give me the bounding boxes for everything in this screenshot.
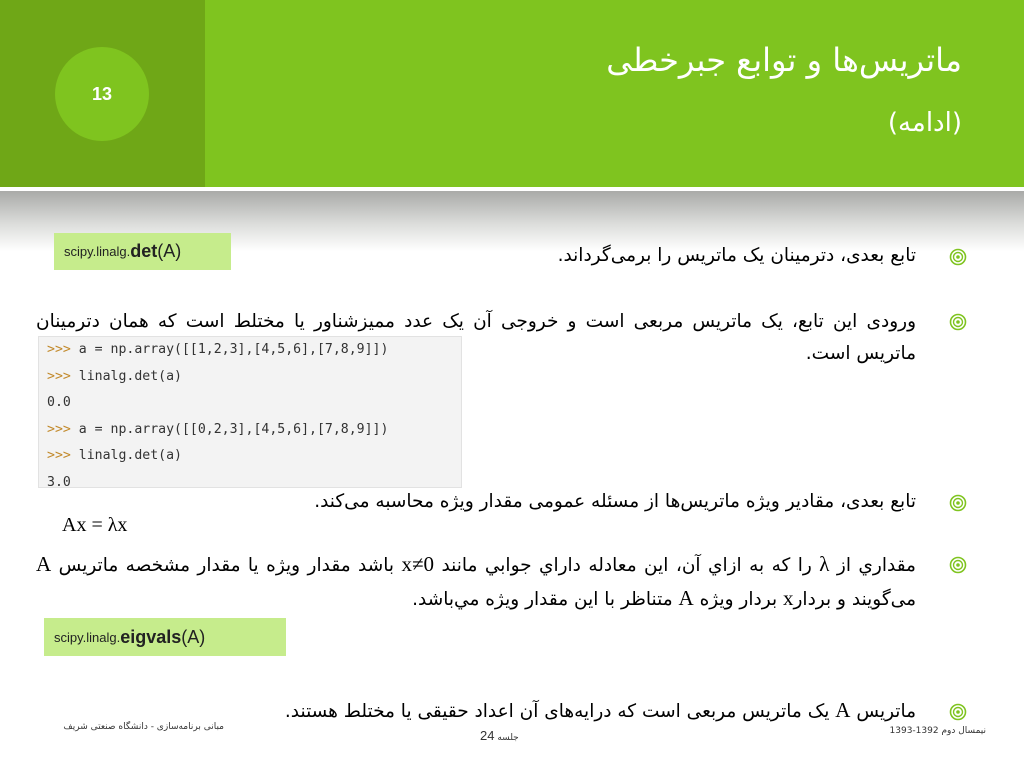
slide-number-badge <box>55 47 149 141</box>
code-line <box>47 337 461 364</box>
bullet-text-2: ورودی این تابع، یک ماتریس مربعی است و خروجی آن یک عدد ممیزشناور یا مختلط است که همان دترمینان ماتریس است. <box>36 311 916 364</box>
code-output: 3.0 <box>47 474 71 490</box>
code-block <box>38 336 462 488</box>
bullet-text-1: تابع بعدی، دترمینان یک ماتریس را برمی‌گرداند. <box>557 245 916 266</box>
code-line <box>47 390 461 417</box>
text-run: یک ماتریس مربعی است که درایه‌های آن اعداد حقیقی یا مختلط هستند. <box>284 701 830 722</box>
tag-func: eigvals <box>120 626 182 647</box>
code-output: 0.0 <box>47 395 71 410</box>
code-prompt: >>> <box>47 342 71 357</box>
matrix-a-symbol: A <box>36 552 52 576</box>
footer-session <box>480 728 519 743</box>
bullet-text-3: تابع بعدی، مقادیر ویژه ماتریس‌ها از مسئله عمومی مقدار ویژه محاسبه می‌کند. <box>314 491 916 512</box>
code-line <box>47 364 461 391</box>
matrix-a-symbol: A <box>678 586 694 610</box>
eigen-equation: Ax = λx <box>62 514 128 536</box>
tag-arg: (A) <box>181 626 206 647</box>
footer-semester <box>890 726 986 736</box>
text-run: باشد مقدار ویژه یا مقدار مشخصه ماتریس <box>58 555 395 576</box>
tag-arg: (A) <box>157 241 182 261</box>
session-label: جلسه <box>497 733 519 743</box>
text-run: بردار ویژه <box>699 589 778 610</box>
text-run: را که به ازاي آن، این معادله داراي جوابي مانند <box>441 555 812 576</box>
header-left-panel <box>0 0 205 187</box>
tag-func: det <box>130 241 158 261</box>
text-run: ماتریس <box>856 701 916 722</box>
code-prompt: >>> <box>47 448 71 463</box>
bullet-icon <box>949 313 967 331</box>
bullet-text-4 <box>36 548 916 616</box>
tag-prefix: scipy.linalg. <box>64 244 131 259</box>
code-line <box>47 443 461 470</box>
text-run: متناظر با این مقدار ویژه مي‌باشد. <box>412 589 673 610</box>
semester-year: 1393-1392 <box>889 726 939 736</box>
code-text: a = np.array([[0,2,3],[4,5,6],[7,8,9]]) <box>70 421 389 437</box>
slide-title: ماتریس‌ها و توابع جبرخطی <box>606 41 962 79</box>
slide-header <box>0 0 1024 187</box>
code-text: linalg.det(a) <box>70 368 182 384</box>
tag-prefix: scipy.linalg. <box>54 629 121 645</box>
bullet-icon <box>949 703 967 721</box>
session-number: 24 <box>480 728 495 743</box>
text-run: مقداري از <box>836 555 916 576</box>
matrix-a-symbol: A <box>835 698 851 722</box>
slide-number: 13 <box>91 83 113 104</box>
semester-label: نیمسال دوم <box>941 726 986 736</box>
code-prompt: >>> <box>47 421 71 437</box>
bullet-icon <box>949 494 967 512</box>
x-not-zero: x≠0 <box>401 552 434 576</box>
code-text: a = np.array([[1,2,3],[4,5,6],[7,8,9]]) <box>70 342 389 357</box>
lambda-symbol: λ <box>819 552 830 576</box>
bullet-icon <box>949 248 967 266</box>
slide-subtitle: (ادامه) <box>887 108 962 138</box>
code-text: linalg.det(a) <box>70 448 182 463</box>
text-run: می‌گویند و بردار <box>793 589 916 610</box>
bullet-icon <box>949 556 967 574</box>
scipy-eigvals-tag <box>44 618 286 656</box>
x-symbol: x <box>783 586 794 610</box>
code-line <box>47 417 461 444</box>
footer-course: مبانی برنامه‌سازی - دانشگاه صنعتی شریف <box>63 722 224 732</box>
code-prompt: >>> <box>47 368 71 384</box>
